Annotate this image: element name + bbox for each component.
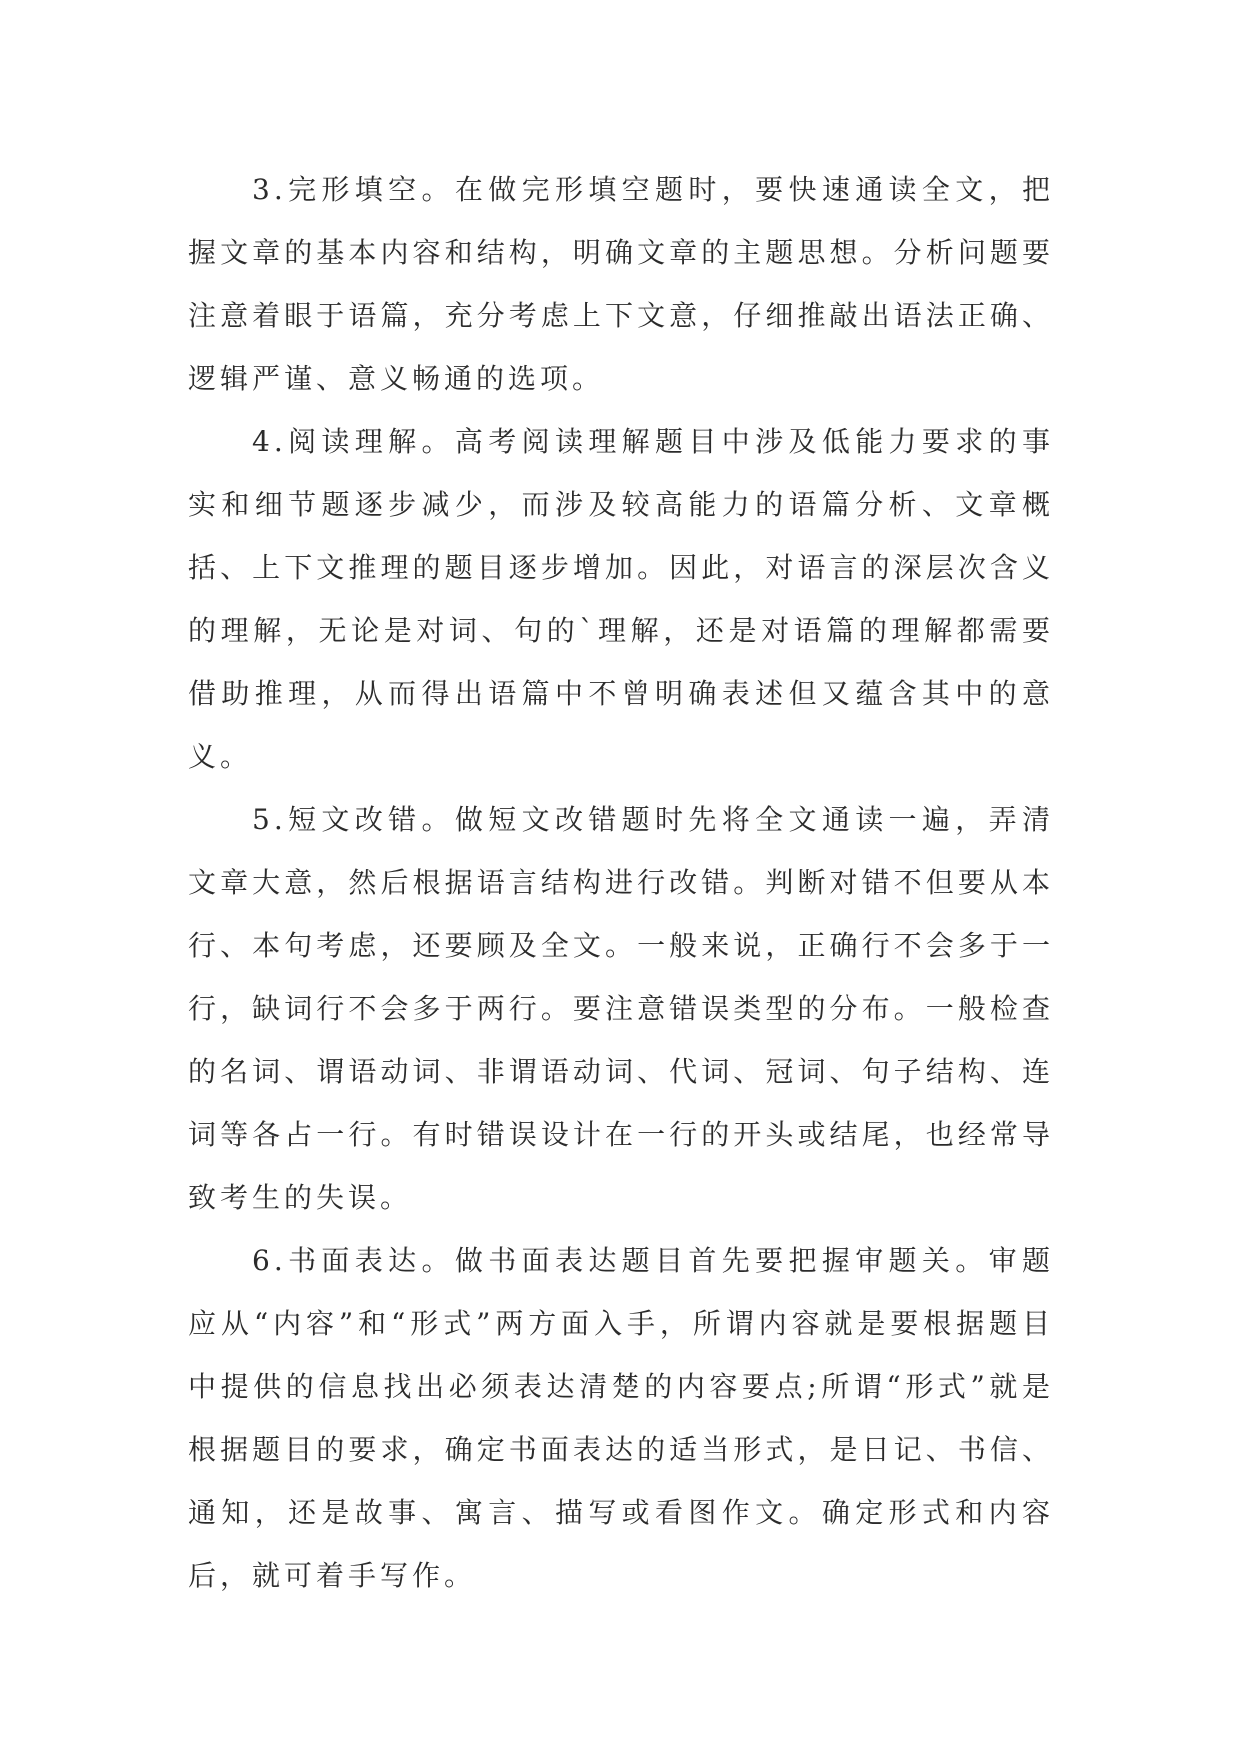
document-body xyxy=(188,158,1054,1607)
paragraph-cloze: 3.完形填空。在做完形填空题时，要快速通读全文，把握文章的基本内容和结构，明确文章的主题思想。分析问题要注意着眼于语篇，充分考虑上下文意，仔细推敲出语法正确、逻辑严谨、意义畅通的选项。 xyxy=(188,173,1054,395)
paragraph-error-correction: 5.短文改错。做短文改错题时先将全文通读一遍，弄清文章大意，然后根据语言结构进行改错。判断对错不但要从本行、本句考虑，还要顾及全文。一般来说，正确行不会多于一行，缺词行不会多于两行。要注意错误类型的分布。一般检查的名词、谓语动词、非谓语动词、代词、冠词、句子结构、连词等各占一行。有时错误设计在一行的开头或结尾，也经常导致考生的失误。 xyxy=(188,803,1054,1214)
paragraph-reading-comprehension: 4.阅读理解。高考阅读理解题目中涉及低能力要求的事实和细节题逐步减少，而涉及较高能力的语篇分析、文章概括、上下文推理的题目逐步增加。因此，对语言的深层次含义的理解，无论是对词、句的`理解，还是对语篇的理解都需要借助推理，从而得出语篇中不曾明确表述但又蕴含其中的意义。 xyxy=(188,425,1054,773)
paragraph-written-expression: 6.书面表达。做书面表达题目首先要把握审题关。审题应从“内容”和“形式”两方面入手，所谓内容就是要根据题目中提供的信息找出必须表达清楚的内容要点;所谓“形式”就是根据题目的要求，确定书面表达的适当形式，是日记、书信、通知，还是故事、寓言、描写或看图作文。确定形式和内容后，就可着手写作。 xyxy=(188,1244,1054,1592)
